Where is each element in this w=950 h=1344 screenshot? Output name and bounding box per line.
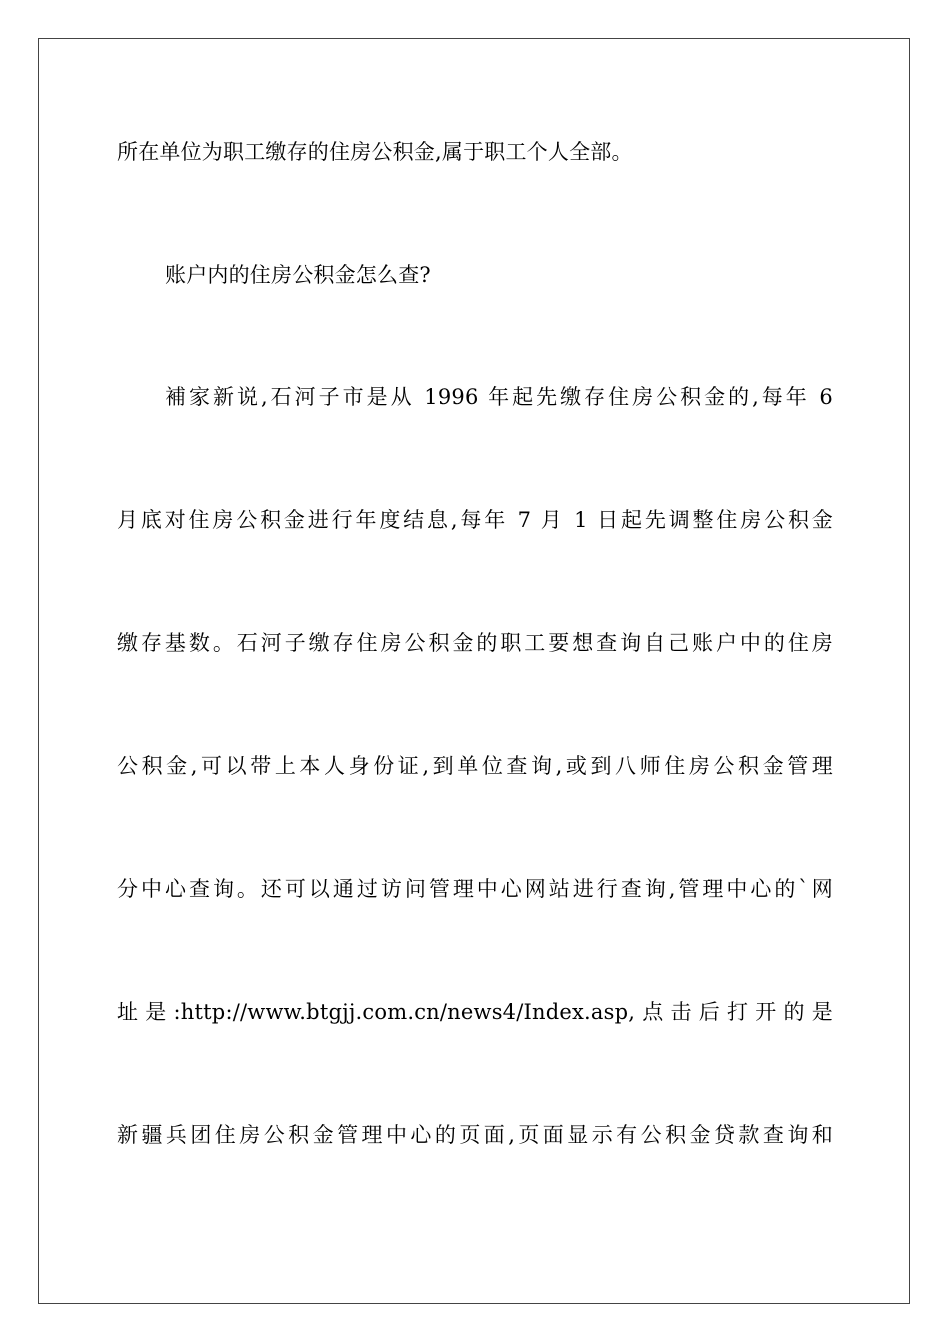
text-line-7: 分中心查询。还可以通过访问管理中心网站进行查询,管理中心的`网 [117, 877, 833, 901]
page-border [38, 38, 910, 1304]
section-heading: 账户内的住房公积金怎么查? [165, 263, 431, 287]
text-line-9: 新疆兵团住房公积金管理中心的页面,页面显示有公积金贷款查询和 [117, 1123, 833, 1147]
text-line-4: 月底对住房公积金进行年度结息,每年 7 月 1 日起先调整住房公积金 [117, 508, 833, 532]
text-line-6: 公积金,可以带上本人身份证,到单位查询,或到八师住房公积金管理 [117, 754, 833, 778]
text-line-1: 所在单位为职工缴存的住房公积金,属于职工个人全部。 [117, 140, 633, 164]
text-line-8: 址是:http://www.btgjj.com.cn/news4/Index.asp,点击后打开的是 [117, 1000, 833, 1024]
text-line-3: 補家新说,石河子市是从 1996 年起先缴存住房公积金的,每年 6 [165, 385, 833, 409]
text-line-5: 缴存基数。石河子缴存住房公积金的职工要想查询自己账户中的住房 [117, 631, 833, 655]
